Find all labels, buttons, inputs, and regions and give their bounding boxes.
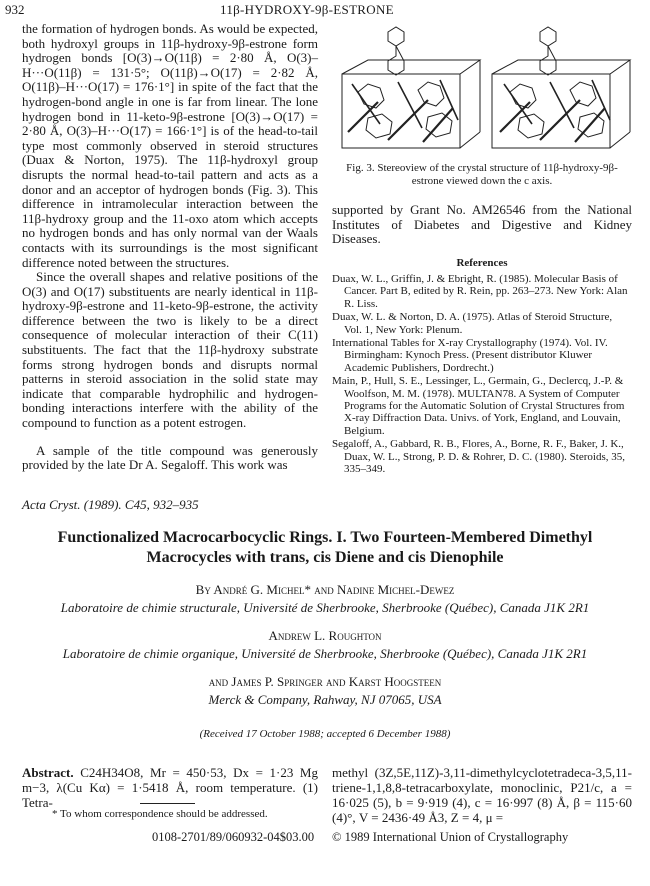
reference-item: Main, P., Hull, S. E., Lessinger, L., Germain, G., Declercq, J.-P. & Woolfson, M. M. (1978). MULTAN78. A System of Computer Programs for the Automatic Solution of Crystal Structures from X-ray Diffraction Data. Univs. of York, England, and Louvain, Belgium.	[332, 375, 625, 437]
references-list	[332, 273, 632, 477]
stereo-right-view	[492, 27, 630, 148]
copyright: © 1989 International Union of Crystallography	[332, 830, 569, 844]
affiliation-2: Laboratoire de chimie organique, Université de Sherbrooke, Sherbrooke (Québec), Canada J1K 2R1	[62, 646, 588, 661]
footnote-rule	[140, 803, 195, 804]
reference-item: International Tables for X-ray Crystallography (1974). Vol. IV. Birmingham: Kynoch Press. (Present distributor Kluwer Academic Publishers, Dordrecht.)	[332, 337, 608, 374]
footnote: * To whom correspondence should be addressed.	[52, 808, 268, 820]
crystal-structure-stereo-image	[328, 22, 634, 162]
abstract-label: Abstract.	[22, 765, 74, 780]
abstract-text-right: methyl (3Z,5E,11Z)-3,11-dimethylcyclotetradeca-3,5,11-triene-1,1,8,8-tetracarboxylate, monoclinic, P21/c, a = 16·025 (5), b = 9·919 (4), c = 16·997 (8) Å, β = 115·60 (4)°, V = 2436·49 Å3, Z = 4, μ =	[332, 765, 632, 825]
article-title-line-2: Macrocycles with trans, cis Diene and cis Dienophile	[146, 549, 504, 566]
body-paragraph: Since the overall shapes and relative positions of the O(3) and O(17) substituents are nearly identical in 11β-hydroxy-9β-estrone and 11-keto-9β-estrone, the activity difference between the two is likely to be a direct consequence of molecular interaction of their C(11) substituents. The fact that the 11β-hydroxy substrate forms strong hydrogen bonds and disrupts normal patterns in steroid association in the solid state may indicate that comparable hydrophilic and hydrogen-bonding interactions interfere with the ability of the compound to function as a potent estrogen.	[22, 269, 318, 431]
authors-line-2: Andrew L. Roughton	[268, 628, 382, 643]
authors-line-1: By André G. Michel* and Nadine Michel-Dewez	[195, 582, 455, 597]
reference-item: Segaloff, A., Gabbard, R. B., Flores, A., Borne, R. F., Baker, J. K., Duax, W. L., Strong, P. D. & Rohrer, D. C. (1980). Steroids, 35, 335–349.	[332, 438, 625, 476]
references-heading: References	[456, 257, 508, 269]
affiliation-3: Merck & Company, Rahway, NJ 07065, USA	[208, 692, 442, 707]
stereo-left-view	[342, 27, 480, 148]
grant-acknowledgement: supported by Grant No. AM26546 from the National Institutes of Diabetes and Digestive and Kidney Diseases.	[332, 202, 632, 247]
reference-item: Duax, W. L., Griffin, J. & Ebright, R. (1985). Molecular Basis of Cancer. Part B, edited by R. Rein, pp. 263–273. New York: Alan R. Liss.	[332, 273, 628, 310]
reference-item: Duax, W. L. & Norton, D. A. (1975). Atlas of Steroid Structure, Vol. 1, New York: Plenum.	[332, 311, 613, 336]
body-paragraph: the formation of hydrogen bonds. As would be expected, both hydroxyl groups in 11β-hydroxy-9β-estrone form hydrogen bonds [O(3)→O(11β) = 2·80 Å, O(3)–H···O(11β) = 131·5°; O(11β)→O(17) = 2·82 Å, O(11β)–H···O(17) = 176·1°] in spite of the fact that the hydrogen-bond angle in one is far from linear. The lone hydrogen bond in 11-keto-9β-estrone [O(3)→O(17) = 2·80 Å, O(3)–H···O(17) = 166·1°] is of the head-to-tail type most commonly observed in steroid structures (Duax & Norton, 1975). The 11β-hydroxyl group disrupts the normal head-to-tail pattern and acts as a donor and an acceptor of hydrogen bonds (Fig. 3). This difference in intramolecular interaction between the 11β-hydroxy group and the 11-oxo atom which accepts no hydrogen bonds and has only normal van der Waals contacts with its surroundings is the most significant difference noted between the structures.	[22, 21, 318, 270]
article-title-line-1: Functionalized Macrocarbocyclic Rings. I. Two Fourteen-Membered Dimethyl	[57, 529, 593, 546]
page-number: 932	[5, 2, 25, 17]
abstract-text-left: C24H34O8, Mr = 450·53, Dx = 1·23 Mg m−3, λ(Cu Kα) = 1·5418 Å, room temperature. (1) Tetra-	[22, 765, 318, 810]
article-code: 0108-2701/89/060932-04$03.00	[152, 830, 315, 844]
journal-reference: Acta Cryst. (1989). C45, 932–935	[22, 497, 199, 512]
running-title: 11β-HYDROXY-9β-ESTRONE	[220, 2, 394, 17]
authors-line-3: and James P. Springer and Karst Hoogsteen	[208, 674, 442, 689]
stereoview-figure	[328, 22, 634, 174]
affiliation-1: Laboratoire de chimie structurale, Université de Sherbrooke, Sherbrooke (Québec), Canada J1K 2R1	[60, 600, 590, 615]
body-paragraph: A sample of the title compound was generously provided by the late Dr A. Segaloff. This work was	[22, 442, 318, 473]
received-dates: (Received 17 October 1988; accepted 6 December 1988)	[199, 728, 451, 740]
figure-caption: Fig. 3. Stereoview of the crystal structure of 11β-hydroxy-9β-estrone viewed down the c axis.	[346, 162, 618, 187]
left-column	[22, 22, 318, 473]
